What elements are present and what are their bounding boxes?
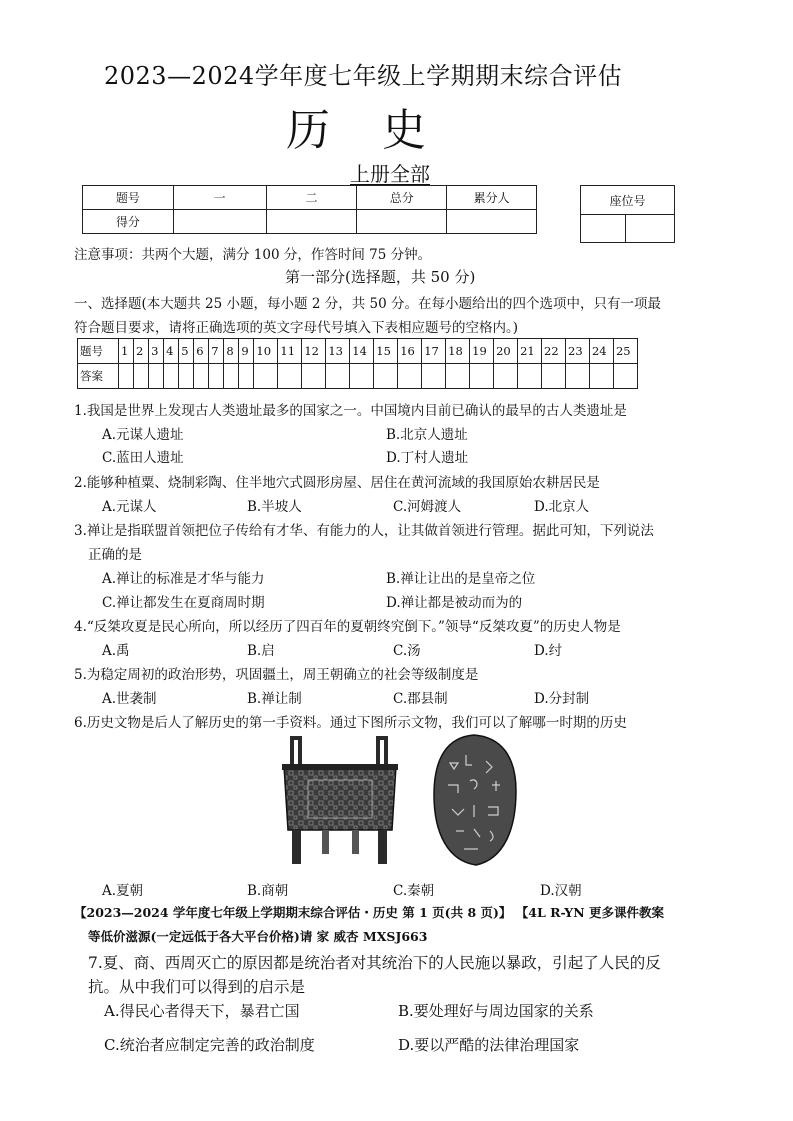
question-6-option-d[interactable]: D.汉朝 bbox=[540, 883, 582, 899]
oracle-bone-image bbox=[430, 733, 520, 868]
question-number-cell: 23 bbox=[566, 339, 590, 364]
question-5-option-a[interactable]: A.世袭制 bbox=[102, 691, 157, 707]
question-3-option-d[interactable]: D.禅让都是被动而为的 bbox=[386, 595, 523, 611]
score-cell: 得分 bbox=[83, 210, 174, 234]
question-7-stem: 7.夏、商、西周灭亡的原因都是统治者对其统治下的人民施以暴政，引起了人民的反 bbox=[88, 954, 661, 972]
score-cell: 题号 bbox=[83, 186, 174, 210]
score-input-cell[interactable] bbox=[357, 210, 447, 234]
question-3-option-b[interactable]: B.禅让让出的是皇帝之位 bbox=[386, 571, 536, 587]
answer-cell[interactable] bbox=[350, 364, 374, 389]
question-number-cell: 25 bbox=[613, 339, 637, 364]
score-cell: 一 bbox=[173, 186, 266, 210]
question-7-option-a[interactable]: A.得民心者得天下，暴君亡国 bbox=[104, 1002, 300, 1020]
question-number-cell: 17 bbox=[422, 339, 446, 364]
question-5-option-c[interactable]: C.郡县制 bbox=[393, 691, 448, 707]
subject-char-1: 历 bbox=[286, 105, 330, 156]
answer-cell[interactable] bbox=[518, 364, 542, 389]
question-2-option-c[interactable]: C.河姆渡人 bbox=[393, 499, 462, 515]
exam-title: 2023—2024学年度七年级上学期期末综合评估 bbox=[104, 62, 623, 90]
question-5-option-b[interactable]: B.禅让制 bbox=[247, 691, 302, 707]
answer-cell[interactable] bbox=[149, 364, 164, 389]
question-3-option-a[interactable]: A.禅让的标准是才华与能力 bbox=[102, 571, 265, 587]
question-number-cell: 4 bbox=[164, 339, 179, 364]
answer-table-label: 答案 bbox=[78, 364, 119, 389]
answer-table-number-row bbox=[78, 339, 638, 364]
question-4-option-c[interactable]: C.汤 bbox=[393, 643, 421, 659]
question-number-cell: 1 bbox=[119, 339, 134, 364]
question-3-stem-cont: 正确的是 bbox=[88, 547, 142, 563]
question-7-stem-cont: 抗。从中我们可以得到的启示是 bbox=[88, 978, 306, 996]
question-number-cell: 16 bbox=[398, 339, 422, 364]
question-2-option-b[interactable]: B.半坡人 bbox=[247, 499, 302, 515]
question-1-stem: 1.我国是世界上发现古人类遗址最多的国家之一。中国境内目前已确认的最早的古人类遗址是 bbox=[74, 403, 627, 419]
question-1-option-d[interactable]: D.丁村人遗址 bbox=[386, 450, 469, 466]
answer-cell[interactable] bbox=[164, 364, 179, 389]
answer-table-answer-row bbox=[78, 364, 638, 389]
answer-cell[interactable] bbox=[398, 364, 422, 389]
page-footer: 【2023—2024 学年度七年级上学期期末综合评估・历史 第 1 页(共 8 页)】 【4L R-YN 更多课件教案 bbox=[74, 905, 665, 920]
question-3-stem: 3.禅让是指联盟首领把位子传给有才华、有能力的人，让其做首领进行管理。据此可知，下列说法 bbox=[74, 523, 654, 539]
question-4-stem: 4.“反桀攻夏是民心所向，所以经历了四百年的夏朝终究倒下。”领导“反桀攻夏”的历史人物是 bbox=[74, 619, 621, 635]
subject-char-2: 史 bbox=[382, 105, 426, 156]
question-6-option-c[interactable]: C.秦朝 bbox=[393, 883, 435, 899]
scope-text: 上册全部 bbox=[350, 162, 430, 186]
question-6-option-a[interactable]: A.夏朝 bbox=[102, 883, 144, 899]
question-number-cell: 21 bbox=[518, 339, 542, 364]
question-1-option-b[interactable]: B.北京人遗址 bbox=[386, 427, 468, 443]
question-number-cell: 15 bbox=[374, 339, 398, 364]
page-footer-cont: 等低价滋源(一定远低于各大平台价格)请 家 威杏 MXSJ663 bbox=[88, 929, 428, 944]
question-2-option-d[interactable]: D.北京人 bbox=[534, 499, 590, 515]
answer-cell[interactable] bbox=[302, 364, 326, 389]
question-2-option-a[interactable]: A.元谋人 bbox=[102, 499, 157, 515]
seat-label: 座位号 bbox=[581, 186, 675, 215]
question-number-cell: 12 bbox=[302, 339, 326, 364]
question-number-cell: 19 bbox=[470, 339, 494, 364]
question-number-cell: 3 bbox=[149, 339, 164, 364]
question-number-cell: 20 bbox=[494, 339, 518, 364]
notice: 注意事项：共两个大题，满分 100 分，作答时间 75 分钟。 bbox=[74, 247, 432, 263]
bronze-ding-image bbox=[278, 730, 403, 868]
question-2-stem: 2.能够种植粟、烧制彩陶、住半地穴式圆形房屋、居住在黄河流域的我国原始农耕居民是 bbox=[74, 475, 600, 491]
question-1-option-c[interactable]: C.蓝田人遗址 bbox=[102, 450, 184, 466]
question-number-cell: 7 bbox=[209, 339, 224, 364]
scope-label bbox=[350, 158, 430, 187]
part-heading: 第一部分(选择题，共 50 分) bbox=[285, 268, 476, 286]
question-1-option-a[interactable]: A.元谋人遗址 bbox=[102, 427, 184, 443]
score-table-header-row bbox=[83, 186, 537, 210]
question-4-option-b[interactable]: B.启 bbox=[247, 643, 275, 659]
score-input-cell[interactable] bbox=[266, 210, 357, 234]
question-number-cell: 24 bbox=[589, 339, 613, 364]
question-number-cell: 11 bbox=[278, 339, 302, 364]
question-number-cell: 13 bbox=[326, 339, 350, 364]
question-3-option-c[interactable]: C.禅让都发生在夏商周时期 bbox=[102, 595, 265, 611]
answer-cell[interactable] bbox=[494, 364, 518, 389]
answer-cell[interactable] bbox=[613, 364, 637, 389]
question-6-stem: 6.历史文物是后人了解历史的第一手资料。通过下图所示文物，我们可以了解哪一时期的历史 bbox=[74, 715, 627, 731]
answer-cell[interactable] bbox=[566, 364, 590, 389]
subject-title bbox=[286, 94, 426, 158]
answer-cell[interactable] bbox=[209, 364, 224, 389]
score-cell: 二 bbox=[266, 186, 357, 210]
question-6-option-b[interactable]: B.商朝 bbox=[247, 883, 289, 899]
answer-cell[interactable] bbox=[224, 364, 239, 389]
answer-cell[interactable] bbox=[542, 364, 566, 389]
question-number-cell: 6 bbox=[194, 339, 209, 364]
score-cell: 总分 bbox=[357, 186, 447, 210]
section-instruction-2: 符合题目要求，请将正确选项的英文字母代号填入下表相应题号的空格内。) bbox=[74, 320, 519, 336]
question-number-cell: 5 bbox=[179, 339, 194, 364]
answer-cell[interactable] bbox=[589, 364, 613, 389]
question-7-option-b[interactable]: B.要处理好与周边国家的关系 bbox=[398, 1002, 594, 1020]
question-number-cell: 18 bbox=[446, 339, 470, 364]
score-table-score-row bbox=[83, 210, 537, 234]
question-5-option-d[interactable]: D.分封制 bbox=[534, 691, 590, 707]
question-4-option-a[interactable]: A.禹 bbox=[102, 643, 130, 659]
answer-cell[interactable] bbox=[278, 364, 302, 389]
question-number-cell: 14 bbox=[350, 339, 374, 364]
answer-cell[interactable] bbox=[326, 364, 350, 389]
score-cell: 累分人 bbox=[447, 186, 537, 210]
answer-cell[interactable] bbox=[470, 364, 494, 389]
score-table bbox=[82, 185, 537, 234]
question-number-cell: 2 bbox=[134, 339, 149, 364]
score-input-cell[interactable] bbox=[173, 210, 266, 234]
question-4-option-d[interactable]: D.纣 bbox=[534, 643, 563, 659]
question-7-option-c[interactable]: C.统治者应制定完善的政治制度 bbox=[104, 1036, 315, 1054]
score-input-cell[interactable] bbox=[447, 210, 537, 234]
question-7-option-d[interactable]: D.要以严酷的法律治理国家 bbox=[398, 1036, 580, 1054]
question-number-cell: 8 bbox=[224, 339, 239, 364]
answer-cell[interactable] bbox=[179, 364, 194, 389]
seat-input-cell[interactable] bbox=[625, 215, 674, 243]
question-5-stem: 5.为稳定周初的政治形势，巩固疆土，周王朝确立的社会等级制度是 bbox=[74, 667, 479, 683]
answer-cell[interactable] bbox=[422, 364, 446, 389]
question-number-cell: 10 bbox=[254, 339, 278, 364]
question-number-cell: 22 bbox=[542, 339, 566, 364]
seat-number-box bbox=[580, 185, 675, 243]
answer-cell[interactable] bbox=[374, 364, 398, 389]
answer-cell[interactable] bbox=[239, 364, 254, 389]
question-number-cell: 9 bbox=[239, 339, 254, 364]
section-instruction-1: 一、选择题(本大题共 25 小题，每小题 2 分，共 50 分。在每小题给出的四个选项中，只有一项最 bbox=[74, 296, 661, 312]
answer-cell[interactable] bbox=[254, 364, 278, 389]
answer-cell[interactable] bbox=[446, 364, 470, 389]
answer-table-label: 题号 bbox=[78, 339, 119, 364]
answer-table bbox=[77, 338, 638, 389]
answer-cell[interactable] bbox=[134, 364, 149, 389]
answer-cell[interactable] bbox=[119, 364, 134, 389]
seat-input-cell[interactable] bbox=[581, 215, 626, 243]
answer-cell[interactable] bbox=[194, 364, 209, 389]
